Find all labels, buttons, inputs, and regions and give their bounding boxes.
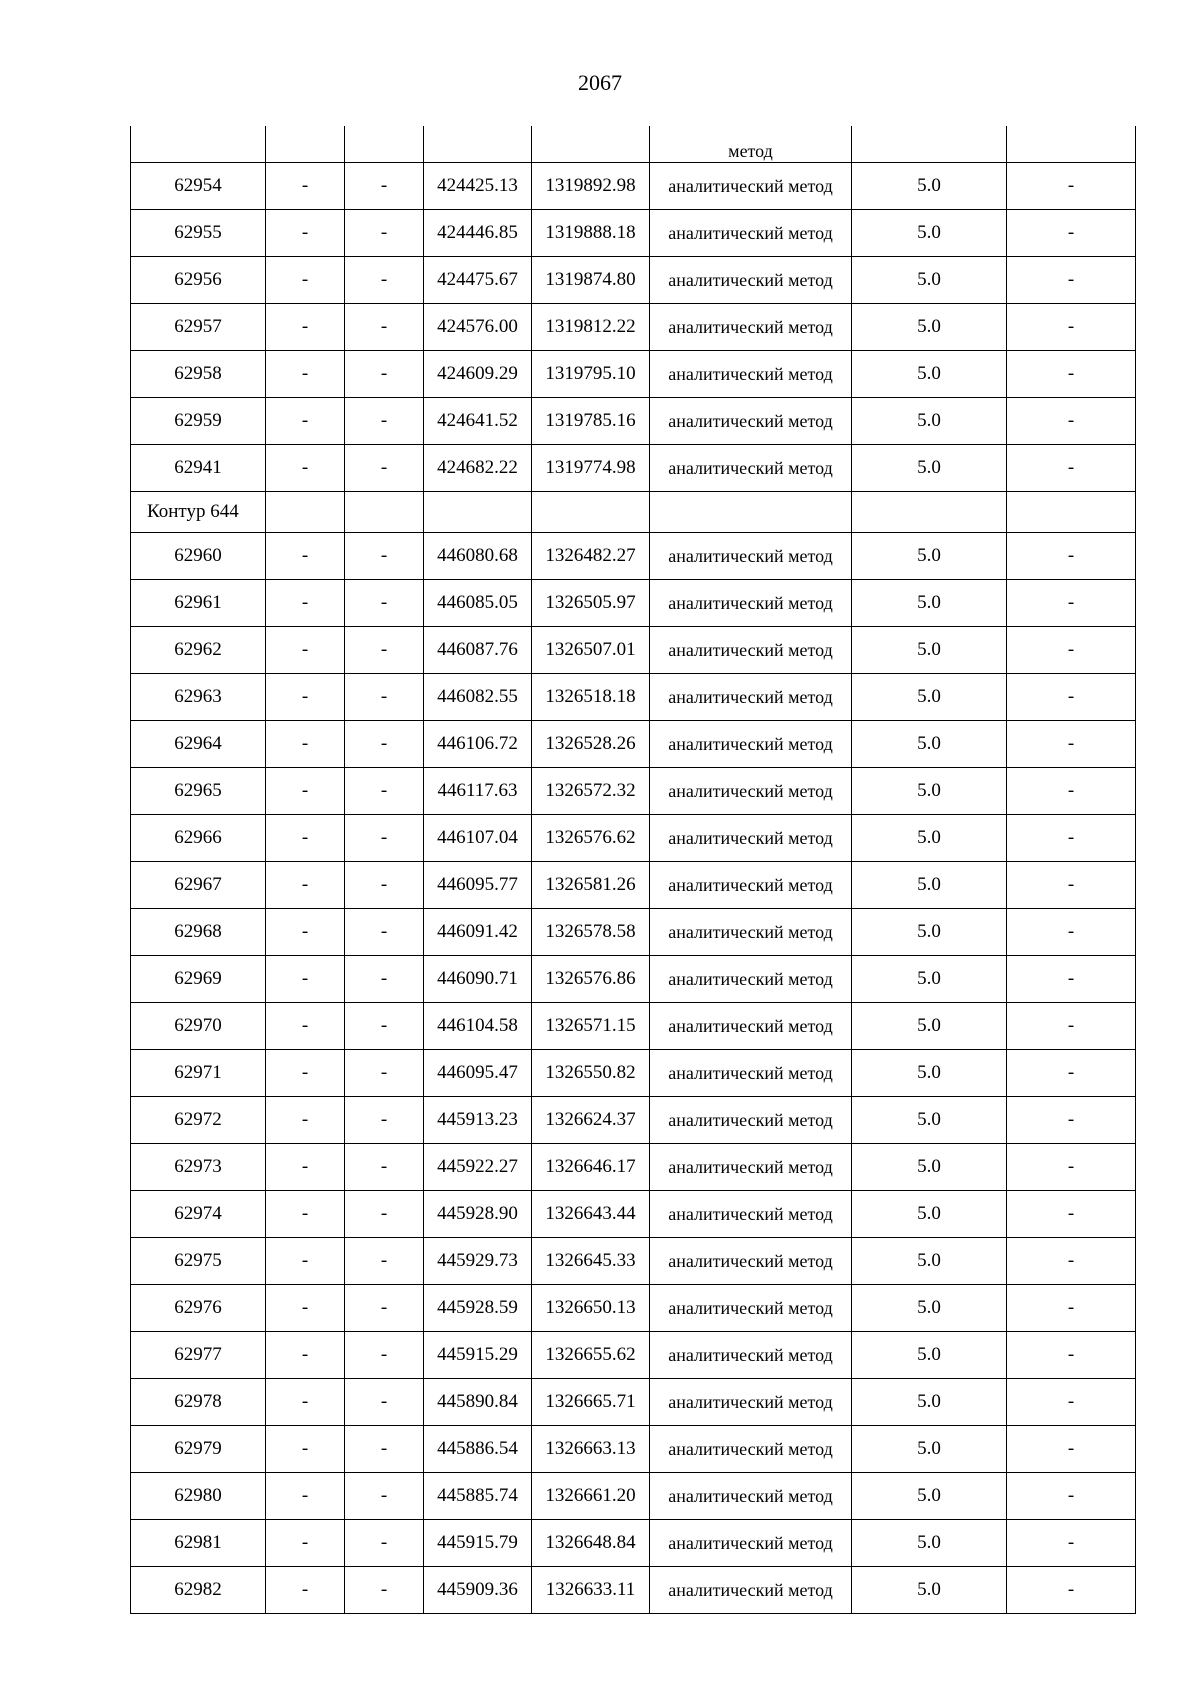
- method-cell: аналитический метод: [650, 533, 852, 580]
- x-coordinate-cell: 445913.23: [424, 1097, 532, 1144]
- method-cell: аналитический метод: [650, 1520, 852, 1567]
- empty-value-cell: -: [345, 862, 424, 909]
- method-cell: аналитический метод: [650, 1567, 852, 1614]
- note-cell: -: [1007, 1050, 1136, 1097]
- table-row: [131, 351, 1136, 398]
- method-cell: аналитический метод: [650, 909, 852, 956]
- x-coordinate-cell: 446104.58: [424, 1003, 532, 1050]
- note-cell: -: [1007, 1567, 1136, 1614]
- y-coordinate-cell: 1319888.18: [532, 210, 650, 257]
- point-number-cell: 62980: [131, 1473, 266, 1520]
- contour-label: Контур 644: [131, 492, 266, 533]
- point-number-cell: 62966: [131, 815, 266, 862]
- accuracy-cell: 5.0: [852, 1238, 1007, 1285]
- point-number-cell: 62967: [131, 862, 266, 909]
- y-coordinate-cell: 1326646.17: [532, 1144, 650, 1191]
- point-number-cell: 62973: [131, 1144, 266, 1191]
- x-coordinate-cell: 445890.84: [424, 1379, 532, 1426]
- x-coordinate-cell: 445928.59: [424, 1285, 532, 1332]
- y-coordinate-cell: 1326578.58: [532, 909, 650, 956]
- x-coordinate-cell: 445915.79: [424, 1520, 532, 1567]
- table-row: [131, 721, 1136, 768]
- empty-value-cell: -: [266, 1238, 345, 1285]
- empty-value-cell: -: [266, 1144, 345, 1191]
- method-cell: аналитический метод: [650, 815, 852, 862]
- accuracy-cell: 5.0: [852, 533, 1007, 580]
- empty-value-cell: -: [345, 1426, 424, 1473]
- y-coordinate-cell: 1326655.62: [532, 1332, 650, 1379]
- point-number-cell: 62982: [131, 1567, 266, 1614]
- continued-row: [131, 126, 1136, 163]
- point-number-cell: 62962: [131, 627, 266, 674]
- method-cell: аналитический метод: [650, 351, 852, 398]
- method-cell: аналитический метод: [650, 1332, 852, 1379]
- note-cell: -: [1007, 1238, 1136, 1285]
- point-number-cell: 62964: [131, 721, 266, 768]
- empty-value-cell: -: [345, 1473, 424, 1520]
- empty-value-cell: -: [345, 163, 424, 210]
- x-coordinate-cell: 445886.54: [424, 1426, 532, 1473]
- note-cell: -: [1007, 721, 1136, 768]
- table-row: [131, 862, 1136, 909]
- method-cell: аналитический метод: [650, 1473, 852, 1520]
- x-coordinate-cell: 446107.04: [424, 815, 532, 862]
- method-cell: аналитический метод: [650, 1238, 852, 1285]
- y-coordinate-cell: 1326663.13: [532, 1426, 650, 1473]
- method-cell: аналитический метод: [650, 1050, 852, 1097]
- note-cell: -: [1007, 768, 1136, 815]
- y-coordinate-cell: 1326661.20: [532, 1473, 650, 1520]
- point-number-cell: 62969: [131, 956, 266, 1003]
- empty-value-cell: -: [345, 1379, 424, 1426]
- x-coordinate-cell: 424475.67: [424, 257, 532, 304]
- table-row: [131, 1567, 1136, 1614]
- empty-value-cell: -: [345, 1191, 424, 1238]
- point-number-cell: 62956: [131, 257, 266, 304]
- empty-value-cell: -: [345, 398, 424, 445]
- y-coordinate-cell: 1326624.37: [532, 1097, 650, 1144]
- point-number-cell: 62977: [131, 1332, 266, 1379]
- point-number-cell: 62971: [131, 1050, 266, 1097]
- method-cell: аналитический метод: [650, 1097, 852, 1144]
- x-coordinate-cell: 445915.29: [424, 1332, 532, 1379]
- method-cell: аналитический метод: [650, 721, 852, 768]
- method-cell: аналитический метод: [650, 163, 852, 210]
- table-row: [131, 909, 1136, 956]
- note-cell: -: [1007, 1144, 1136, 1191]
- empty-value-cell: -: [266, 909, 345, 956]
- point-number-cell: 62965: [131, 768, 266, 815]
- method-cell: аналитический метод: [650, 398, 852, 445]
- accuracy-cell: 5.0: [852, 1473, 1007, 1520]
- table-row: [131, 580, 1136, 627]
- empty-value-cell: -: [345, 956, 424, 1003]
- empty-value-cell: -: [266, 1520, 345, 1567]
- accuracy-cell: 5.0: [852, 304, 1007, 351]
- method-cell: аналитический метод: [650, 304, 852, 351]
- empty-value-cell: -: [266, 445, 345, 492]
- point-number-cell: 62978: [131, 1379, 266, 1426]
- note-cell: -: [1007, 956, 1136, 1003]
- method-cell: аналитический метод: [650, 1144, 852, 1191]
- table-row: [131, 1379, 1136, 1426]
- y-coordinate-cell: 1326650.13: [532, 1285, 650, 1332]
- x-coordinate-cell: 424576.00: [424, 304, 532, 351]
- method-cell: аналитический метод: [650, 862, 852, 909]
- note-cell: -: [1007, 627, 1136, 674]
- note-cell: -: [1007, 304, 1136, 351]
- table-row: [131, 1238, 1136, 1285]
- empty-value-cell: -: [345, 815, 424, 862]
- x-coordinate-cell: 445922.27: [424, 1144, 532, 1191]
- point-number-cell: 62968: [131, 909, 266, 956]
- accuracy-cell: 5.0: [852, 1003, 1007, 1050]
- y-coordinate-cell: 1326633.11: [532, 1567, 650, 1614]
- accuracy-cell: 5.0: [852, 210, 1007, 257]
- method-cell: аналитический метод: [650, 1426, 852, 1473]
- x-coordinate-cell: 446087.76: [424, 627, 532, 674]
- point-number-cell: 62974: [131, 1191, 266, 1238]
- table-body: [131, 126, 1136, 1614]
- table-row: [131, 445, 1136, 492]
- accuracy-cell: 5.0: [852, 1332, 1007, 1379]
- accuracy-cell: 5.0: [852, 580, 1007, 627]
- empty-value-cell: -: [345, 351, 424, 398]
- x-coordinate-cell: 424425.13: [424, 163, 532, 210]
- empty-value-cell: -: [266, 815, 345, 862]
- y-coordinate-cell: 1326643.44: [532, 1191, 650, 1238]
- x-coordinate-cell: 446095.77: [424, 862, 532, 909]
- y-coordinate-cell: 1326576.86: [532, 956, 650, 1003]
- empty-value-cell: -: [345, 1144, 424, 1191]
- method-cell: аналитический метод: [650, 445, 852, 492]
- x-coordinate-cell: 424609.29: [424, 351, 532, 398]
- accuracy-cell: 5.0: [852, 163, 1007, 210]
- empty-value-cell: -: [266, 674, 345, 721]
- method-cell: аналитический метод: [650, 1285, 852, 1332]
- empty-value-cell: -: [266, 210, 345, 257]
- point-number-cell: 62976: [131, 1285, 266, 1332]
- accuracy-cell: 5.0: [852, 674, 1007, 721]
- page-number: 2067: [578, 70, 622, 95]
- point-number-cell: 62941: [131, 445, 266, 492]
- accuracy-cell: 5.0: [852, 1050, 1007, 1097]
- table-row: [131, 627, 1136, 674]
- note-cell: -: [1007, 1379, 1136, 1426]
- table-row: [131, 1473, 1136, 1520]
- y-coordinate-cell: 1326528.26: [532, 721, 650, 768]
- table-row: [131, 304, 1136, 351]
- empty-value-cell: -: [345, 674, 424, 721]
- y-coordinate-cell: 1326645.33: [532, 1238, 650, 1285]
- empty-value-cell: -: [266, 627, 345, 674]
- note-cell: -: [1007, 1473, 1136, 1520]
- y-coordinate-cell: 1319892.98: [532, 163, 650, 210]
- empty-value-cell: -: [345, 1332, 424, 1379]
- accuracy-cell: 5.0: [852, 1520, 1007, 1567]
- x-coordinate-cell: 424446.85: [424, 210, 532, 257]
- accuracy-cell: 5.0: [852, 398, 1007, 445]
- method-cell: аналитический метод: [650, 1379, 852, 1426]
- note-cell: -: [1007, 351, 1136, 398]
- empty-value-cell: -: [266, 1003, 345, 1050]
- note-cell: -: [1007, 580, 1136, 627]
- y-coordinate-cell: 1326648.84: [532, 1520, 650, 1567]
- table-row: [131, 1332, 1136, 1379]
- note-cell: -: [1007, 674, 1136, 721]
- empty-value-cell: -: [345, 1285, 424, 1332]
- empty-value-cell: -: [266, 257, 345, 304]
- method-cell: аналитический метод: [650, 674, 852, 721]
- empty-value-cell: -: [345, 1050, 424, 1097]
- accuracy-cell: 5.0: [852, 721, 1007, 768]
- x-coordinate-cell: 445929.73: [424, 1238, 532, 1285]
- method-cell: аналитический метод: [650, 627, 852, 674]
- method-cell: аналитический метод: [650, 768, 852, 815]
- y-coordinate-cell: 1319774.98: [532, 445, 650, 492]
- accuracy-cell: 5.0: [852, 627, 1007, 674]
- y-coordinate-cell: 1319812.22: [532, 304, 650, 351]
- accuracy-cell: 5.0: [852, 1567, 1007, 1614]
- empty-value-cell: -: [266, 398, 345, 445]
- y-coordinate-cell: 1326507.01: [532, 627, 650, 674]
- note-cell: -: [1007, 210, 1136, 257]
- y-coordinate-cell: 1319785.16: [532, 398, 650, 445]
- empty-value-cell: -: [345, 1003, 424, 1050]
- accuracy-cell: 5.0: [852, 1191, 1007, 1238]
- point-number-cell: 62955: [131, 210, 266, 257]
- note-cell: -: [1007, 815, 1136, 862]
- table-row: [131, 956, 1136, 1003]
- accuracy-cell: 5.0: [852, 351, 1007, 398]
- x-coordinate-cell: 446085.05: [424, 580, 532, 627]
- table-row: [131, 1191, 1136, 1238]
- method-cell: аналитический метод: [650, 580, 852, 627]
- empty-value-cell: -: [345, 1567, 424, 1614]
- method-cell: аналитический метод: [650, 956, 852, 1003]
- note-cell: -: [1007, 1097, 1136, 1144]
- coordinates-table: [130, 126, 1136, 1614]
- table-row: [131, 1144, 1136, 1191]
- method-cell: метод: [650, 126, 852, 163]
- point-number-cell: 62957: [131, 304, 266, 351]
- method-cell: аналитический метод: [650, 1003, 852, 1050]
- empty-value-cell: -: [266, 862, 345, 909]
- table-row: [131, 1050, 1136, 1097]
- empty-value-cell: -: [266, 1097, 345, 1144]
- empty-value-cell: -: [266, 721, 345, 768]
- table-row: [131, 1285, 1136, 1332]
- point-number-cell: 62975: [131, 1238, 266, 1285]
- table-row: [131, 1003, 1136, 1050]
- empty-value-cell: -: [345, 257, 424, 304]
- point-number-cell: 62961: [131, 580, 266, 627]
- empty-value-cell: -: [345, 533, 424, 580]
- x-coordinate-cell: 446080.68: [424, 533, 532, 580]
- note-cell: -: [1007, 398, 1136, 445]
- point-number-cell: 62981: [131, 1520, 266, 1567]
- empty-value-cell: -: [266, 580, 345, 627]
- accuracy-cell: 5.0: [852, 956, 1007, 1003]
- note-cell: -: [1007, 1003, 1136, 1050]
- empty-value-cell: -: [266, 768, 345, 815]
- empty-value-cell: -: [266, 304, 345, 351]
- x-coordinate-cell: 446106.72: [424, 721, 532, 768]
- empty-value-cell: -: [345, 1238, 424, 1285]
- table-row: [131, 533, 1136, 580]
- empty-value-cell: -: [345, 1097, 424, 1144]
- method-cell: аналитический метод: [650, 210, 852, 257]
- x-coordinate-cell: 445909.36: [424, 1567, 532, 1614]
- table-row: [131, 163, 1136, 210]
- x-coordinate-cell: 446090.71: [424, 956, 532, 1003]
- y-coordinate-cell: 1326572.32: [532, 768, 650, 815]
- note-cell: -: [1007, 1191, 1136, 1238]
- note-cell: -: [1007, 163, 1136, 210]
- table-row: [131, 210, 1136, 257]
- accuracy-cell: 5.0: [852, 1426, 1007, 1473]
- table-row: [131, 1520, 1136, 1567]
- empty-value-cell: -: [266, 1567, 345, 1614]
- empty-value-cell: -: [345, 627, 424, 674]
- table-row: [131, 1097, 1136, 1144]
- table-row: [131, 674, 1136, 721]
- x-coordinate-cell: 446082.55: [424, 674, 532, 721]
- point-number-cell: 62979: [131, 1426, 266, 1473]
- point-number-cell: 62954: [131, 163, 266, 210]
- accuracy-cell: 5.0: [852, 1144, 1007, 1191]
- x-coordinate-cell: 446095.47: [424, 1050, 532, 1097]
- empty-value-cell: -: [345, 445, 424, 492]
- y-coordinate-cell: 1326581.26: [532, 862, 650, 909]
- y-coordinate-cell: 1326482.27: [532, 533, 650, 580]
- empty-value-cell: -: [345, 1520, 424, 1567]
- empty-value-cell: -: [345, 304, 424, 351]
- table-row: [131, 257, 1136, 304]
- accuracy-cell: 5.0: [852, 1097, 1007, 1144]
- point-number-cell: 62960: [131, 533, 266, 580]
- empty-value-cell: -: [266, 956, 345, 1003]
- y-coordinate-cell: 1326505.97: [532, 580, 650, 627]
- y-coordinate-cell: 1319874.80: [532, 257, 650, 304]
- x-coordinate-cell: 445928.90: [424, 1191, 532, 1238]
- empty-value-cell: -: [266, 163, 345, 210]
- accuracy-cell: 5.0: [852, 445, 1007, 492]
- y-coordinate-cell: 1326576.62: [532, 815, 650, 862]
- y-coordinate-cell: 1319795.10: [532, 351, 650, 398]
- note-cell: -: [1007, 1520, 1136, 1567]
- empty-value-cell: -: [266, 1473, 345, 1520]
- empty-value-cell: -: [266, 1285, 345, 1332]
- empty-value-cell: -: [345, 909, 424, 956]
- point-number-cell: 62959: [131, 398, 266, 445]
- empty-value-cell: -: [266, 1191, 345, 1238]
- contour-header-row: [131, 492, 1136, 533]
- empty-value-cell: -: [266, 351, 345, 398]
- empty-value-cell: -: [266, 1426, 345, 1473]
- note-cell: -: [1007, 533, 1136, 580]
- y-coordinate-cell: 1326571.15: [532, 1003, 650, 1050]
- y-coordinate-cell: 1326550.82: [532, 1050, 650, 1097]
- accuracy-cell: 5.0: [852, 815, 1007, 862]
- y-coordinate-cell: 1326665.71: [532, 1379, 650, 1426]
- table-row: [131, 768, 1136, 815]
- point-number-cell: 62972: [131, 1097, 266, 1144]
- note-cell: -: [1007, 909, 1136, 956]
- accuracy-cell: 5.0: [852, 909, 1007, 956]
- note-cell: -: [1007, 1426, 1136, 1473]
- x-coordinate-cell: 424641.52: [424, 398, 532, 445]
- note-cell: -: [1007, 445, 1136, 492]
- x-coordinate-cell: 446091.42: [424, 909, 532, 956]
- empty-value-cell: -: [266, 1332, 345, 1379]
- point-number-cell: 62958: [131, 351, 266, 398]
- method-cell: аналитический метод: [650, 1191, 852, 1238]
- table-row: [131, 398, 1136, 445]
- point-number-cell: 62970: [131, 1003, 266, 1050]
- x-coordinate-cell: 446117.63: [424, 768, 532, 815]
- empty-value-cell: -: [345, 580, 424, 627]
- accuracy-cell: 5.0: [852, 1285, 1007, 1332]
- x-coordinate-cell: 424682.22: [424, 445, 532, 492]
- table-row: [131, 1426, 1136, 1473]
- empty-value-cell: -: [345, 768, 424, 815]
- empty-value-cell: -: [345, 210, 424, 257]
- point-number-cell: 62963: [131, 674, 266, 721]
- empty-value-cell: -: [266, 1050, 345, 1097]
- accuracy-cell: 5.0: [852, 257, 1007, 304]
- accuracy-cell: 5.0: [852, 768, 1007, 815]
- empty-value-cell: -: [266, 1379, 345, 1426]
- accuracy-cell: 5.0: [852, 1379, 1007, 1426]
- y-coordinate-cell: 1326518.18: [532, 674, 650, 721]
- note-cell: -: [1007, 1285, 1136, 1332]
- method-cell: аналитический метод: [650, 257, 852, 304]
- empty-value-cell: -: [266, 533, 345, 580]
- note-cell: -: [1007, 1332, 1136, 1379]
- x-coordinate-cell: 445885.74: [424, 1473, 532, 1520]
- table-row: [131, 815, 1136, 862]
- empty-value-cell: -: [345, 721, 424, 768]
- accuracy-cell: 5.0: [852, 862, 1007, 909]
- note-cell: -: [1007, 862, 1136, 909]
- note-cell: -: [1007, 257, 1136, 304]
